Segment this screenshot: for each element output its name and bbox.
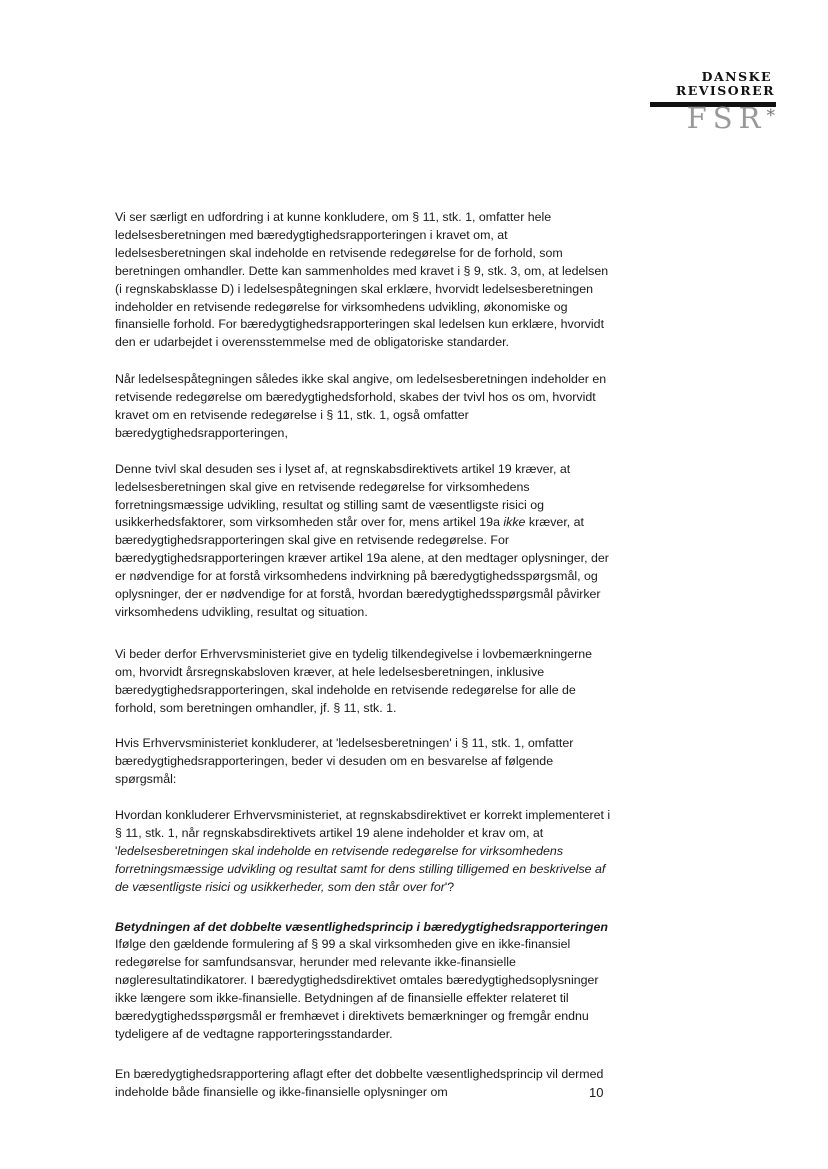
paragraph-7 [115,919,611,1044]
logo-mark-text: FSR [686,101,767,135]
paragraph-8: En bæredygtighedsrapportering aflagt efter det dobbelte væsentlighedsprincip vil dermed indeholde både finansielle og ikke-finansielle oplysninger om [115,1066,604,1099]
section-heading: Betydningen af det dobbelte væsentlighedsprincip i bæredygtighedsrapporteringen [115,919,608,934]
paragraph-3-part-2: kræver, at bæredygtighedsrapporteringen skal give en retvisende redegørelse. For bæredygtighedsrapporteringen kræver artikel 19a alene, at den medtager oplysninger, der er nødvendige for at forstå virksomhedens indvirkning på bæredygtighedsspørgsmål, og oplysninger, der er nødvendige for at forstå, hvordan bæredygtighedsspørgsmål påvirker virksomhedens udvikling, resultat og situation. [115,515,609,620]
paragraph-6-question [115,807,611,897]
logo-line-danske: DANSKE [701,69,772,84]
paragraph-4: Vi beder derfor Erhvervsministeriet give en tydelig tilkendegivelse i lovbemærkningerne om, hvorvidt årsregnskabsloven kræver, at hele ledelsesberetningen, inklusive bæredygtighedsrapporteringen, skal indeholde en retvisende redegørelse for alle de forhold, som beretningen omhandler, jf. § 11, stk. 1. [115,646,593,715]
paragraph-6-part-2: '? [444,879,455,894]
paragraph-6-part-1: Hvordan konkluderer Erhvervsministeriet, at regnskabsdirektivet er korrekt implementeret i § 11, stk. 1, når regnskabsdirektivets artikel 19 alene indeholder et krav om, at ' [115,808,611,858]
paragraph-3-emphasis: ikke [503,515,526,530]
paragraph-3 [115,461,611,622]
page-number: 10 [589,1085,604,1100]
document-body [115,209,611,1120]
paragraph-7-text: Ifølge den gældende formulering af § 99 a skal virksomheden give en ikke-finansiel redegørelse for samfundsansvar, herunder med relevante ikke-finansielle nøgleresultatindikatorer. I bæredygtighedsdirektivet omtales bæredygtighedsoplysninger ikke længere som ikke-finansielle. Betydningen af de finansielle effekter relateret til bæredygtighedsspørgsmål er fremhævet i direktivets bemærkninger og fremgår endnu tydeligere af de vedtagne rapporteringsstandarder. [115,937,599,1042]
paragraph-6-quote: ledelsesberetningen skal indeholde en retvisende redegørelse for virksomhedens forretningsmæssige udvikling og resultat samt for dens stilling tilligemed en beskrivelse af de væsentligste risici og usikkerheder, som den står over for [115,843,606,894]
paragraph-2: Når ledelsespåtegningen således ikke skal angive, om ledelsesberetningen indeholder en retvisende redegørelse om bæredygtighedsforhold, skabes der tvivl hos os om, hvorvidt kravet om en retvisende redegørelse i § 11, stk. 1, også omfatter bæredygtighedsrapporteringen, [115,372,607,440]
paragraph-3-part-1: Denne tvivl skal desuden ses i lyset af, at regnskabsdirektivets artikel 19 kræver, at ledelsesberetningen skal give en retvisende redegørelse for virksomhedens forretningsmæssige udvikling, resultat og stilling samt de væsentligste risici og usikkerhedsfaktorer, som virksomheden står over for, mens artikel 19a [115,461,571,530]
logo-line-revisorer: REVISORER [675,83,775,98]
logo-asterisk: * [766,106,775,126]
paragraph-1: Vi ser særligt en udfordring i at kunne konkludere, om § 11, stk. 1, omfatter hele ledelsesberetningen med bæredygtighedsrapporteringen i kravet om, at ledelsesberetningen skal indeholde en retvisende redegørelse for de forhold, som beretningen omhandler. Dette kan sammenholdes med kravet i § 9, stk. 3, om, at ledelsen (i regnskabsklasse D) i ledelsespåtegningen skal erklære, hvorvidt ledelsesberetningen indeholder en retvisende redegørelse for virksomhedens udvikling, økonomiske og finansielle forhold. For bæredygtighedsrapporteringen skal ledelsen kun erklære, hvorvidt den er udarbejdet i overensstemmelse med de obligatoriske standarder. [115,210,609,350]
paragraph-5: Hvis Erhvervsministeriet konkluderer, at 'ledelsesberetningen' i § 11, stk. 1, omfatter bæredygtighedsrapporteringen, beder vi desuden om en besvarelse af følgende spørgsmål: [115,736,574,787]
logo-mark [646,101,775,135]
fsr-logo [646,69,776,135]
